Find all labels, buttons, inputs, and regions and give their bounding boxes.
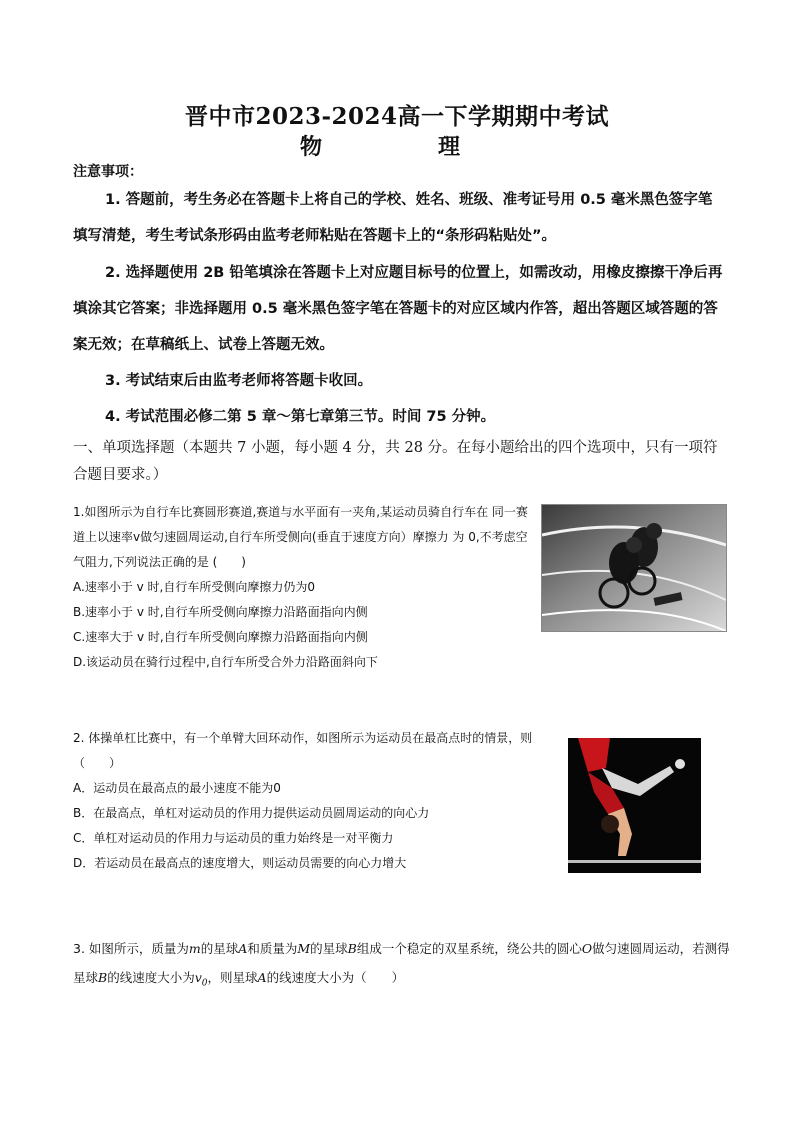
- option-a: A.速率小于 v 时,自行车所受侧向摩擦力仍为0: [73, 580, 315, 594]
- question-1: [73, 500, 535, 675]
- star-b: B: [98, 970, 108, 985]
- subject-char-1: 物: [300, 134, 323, 160]
- gymnast-photo: [568, 738, 701, 873]
- mass-m: m: [188, 941, 201, 956]
- star-a: A: [238, 941, 248, 956]
- subject-char-2: 理: [437, 134, 460, 160]
- star-a: A: [257, 970, 267, 985]
- exam-title: 晋中市2023-2024高一下学期期中考试: [184, 103, 610, 130]
- option-d: D．若运动员在最高点的速度增大，则运动员需要的向心力增大: [73, 856, 407, 870]
- center-o: O: [581, 941, 593, 956]
- notes-heading: 注意事项：: [73, 164, 143, 180]
- subject-title: [300, 130, 460, 161]
- star-b: B: [347, 941, 357, 956]
- option-b: B.速率小于 v 时,自行车所受侧向摩擦力沿路面指向内侧: [73, 605, 368, 619]
- option-a: A．运动员在最高点的最小速度不能为0: [73, 781, 281, 795]
- option-d: D.该运动员在骑行过程中,自行车所受合外力沿路面斜向下: [73, 655, 378, 669]
- option-c: C.速率大于 v 时,自行车所受侧向摩擦力沿路面指向内侧: [73, 630, 368, 644]
- note-item-1: 1. 答题前，考生务必在答题卡上将自己的学校、姓名、班级、准考证号用 0.5 毫米黑色签字笔填写清楚，考生考试条形码由监考老师粘贴在答题卡上的“条形码粘贴处”。: [73, 192, 713, 244]
- section-heading: 一、单项选择题（本题共 7 小题，每小题 4 分，共 28 分。在每小题给出的四个选项中，只有一项符合题目要求。）: [73, 440, 718, 483]
- mass-big-m: M: [297, 941, 311, 956]
- note-item-2: 2. 选择题使用 2B 铅笔填涂在答题卡上对应题目标号的位置上，如需改动，用橡皮擦擦干净后再填涂其它答案；非选择题用 0.5 毫米黑色签字笔在答题卡的对应区域内作答，超出答题区域答题的答案无效；在草稿纸上、试卷上答题无效。: [73, 265, 723, 353]
- cycling-track-photo: [541, 504, 727, 632]
- velocity-v0: $v_0$: [194, 970, 208, 989]
- note-item-3: 3. 考试结束后由监考老师将答题卡收回。: [105, 373, 373, 389]
- note-item-4: 4. 考试范围必修二第 5 章～第七章第三节。时间 75 分钟。: [105, 409, 496, 425]
- question-2: [73, 726, 553, 876]
- question-3: [73, 934, 733, 999]
- option-c: C．单杠对运动员的作用力与运动员的重力始终是一对平衡力: [73, 831, 394, 845]
- question-stem: 1.如图所示为自行车比赛圆形赛道,赛道与水平面有一夹角,某运动员骑自行车在 同一赛道上以速率v做匀速圆周运动,自行车所受侧向(垂直于速度方向）摩擦力 为 0,不考虑空气阻力,下列说法正确的是 ( ): [73, 505, 528, 569]
- question-stem: 3. 如图所示，质量为m的星球A和质量为M的星球B组成一个稳定的双星系统，绕公共的圆心O做匀速圆周运动，若测得星球B的线速度大小为$v_0$，则星球A的线速度大小为（ ）: [73, 941, 730, 989]
- option-b: B．在最高点，单杠对运动员的作用力提供运动员圆周运动的向心力: [73, 806, 430, 820]
- question-stem: 2. 体操单杠比赛中，有一个单臂大回环动作，如图所示为运动员在最高点时的情景，则（ ）: [73, 731, 533, 770]
